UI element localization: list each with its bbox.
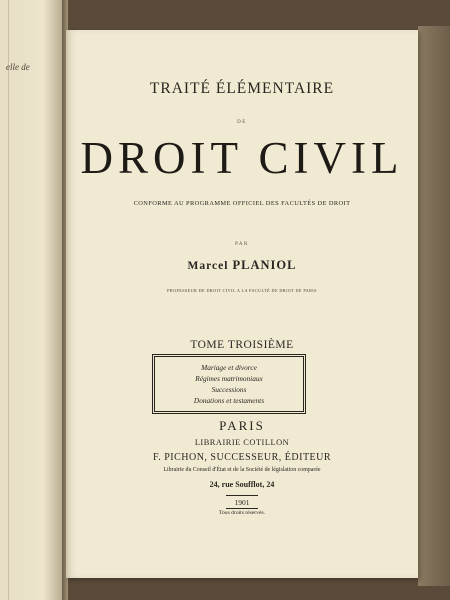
- author-position: PROFESSEUR DE DROIT CIVIL A LA FACULTÉ DE DROIT DE PARIS: [167, 288, 317, 293]
- book-subtitle: CONFORME AU PROGRAMME OFFICIEL DES FACULTÉS DE DROIT: [133, 200, 351, 207]
- title-page: [66, 30, 418, 578]
- publisher-library: LIBRAIRIE COTILLON: [194, 438, 290, 447]
- author-by-label: PAR: [235, 242, 249, 247]
- contents-item: Mariage et divorce: [201, 363, 257, 372]
- left-page: [0, 0, 62, 600]
- year-rule-top: [226, 495, 258, 496]
- contents-box: [152, 354, 306, 414]
- author-name: [66, 258, 418, 273]
- author-last-name: PLANIOL: [232, 258, 297, 272]
- author-first-name: Marcel: [187, 260, 229, 272]
- book-cover-edge: [418, 26, 450, 586]
- publisher-description: Librairie du Conseil d'État et de la Société de législation comparée: [163, 467, 321, 473]
- left-page-margin-line: [8, 0, 9, 600]
- publication-year: 1901: [234, 498, 250, 507]
- left-page-text-fragment: elle de: [6, 62, 30, 72]
- publisher-name: F. PICHON, SUCCESSEUR, ÉDITEUR: [152, 452, 332, 463]
- publisher-address: 24, rue Soufflot, 24: [209, 480, 275, 489]
- contents-item: Donations et testaments: [193, 396, 265, 405]
- contents-list: [153, 355, 305, 406]
- publisher-city: PARIS: [219, 418, 265, 433]
- contents-item: Régimes matrimoniaux: [195, 374, 263, 383]
- rights-notice: Tous droits réservés.: [218, 510, 266, 516]
- contents-item: Successions: [211, 385, 247, 394]
- volume-label: TOME TROISIÈME: [190, 339, 294, 351]
- title-connector: DE: [237, 120, 247, 125]
- year-rule-bottom: [226, 508, 258, 509]
- title-top-line: TRAITÉ ÉLÉMENTAIRE: [149, 80, 335, 97]
- book-main-title: DROIT CIVIL: [80, 133, 404, 183]
